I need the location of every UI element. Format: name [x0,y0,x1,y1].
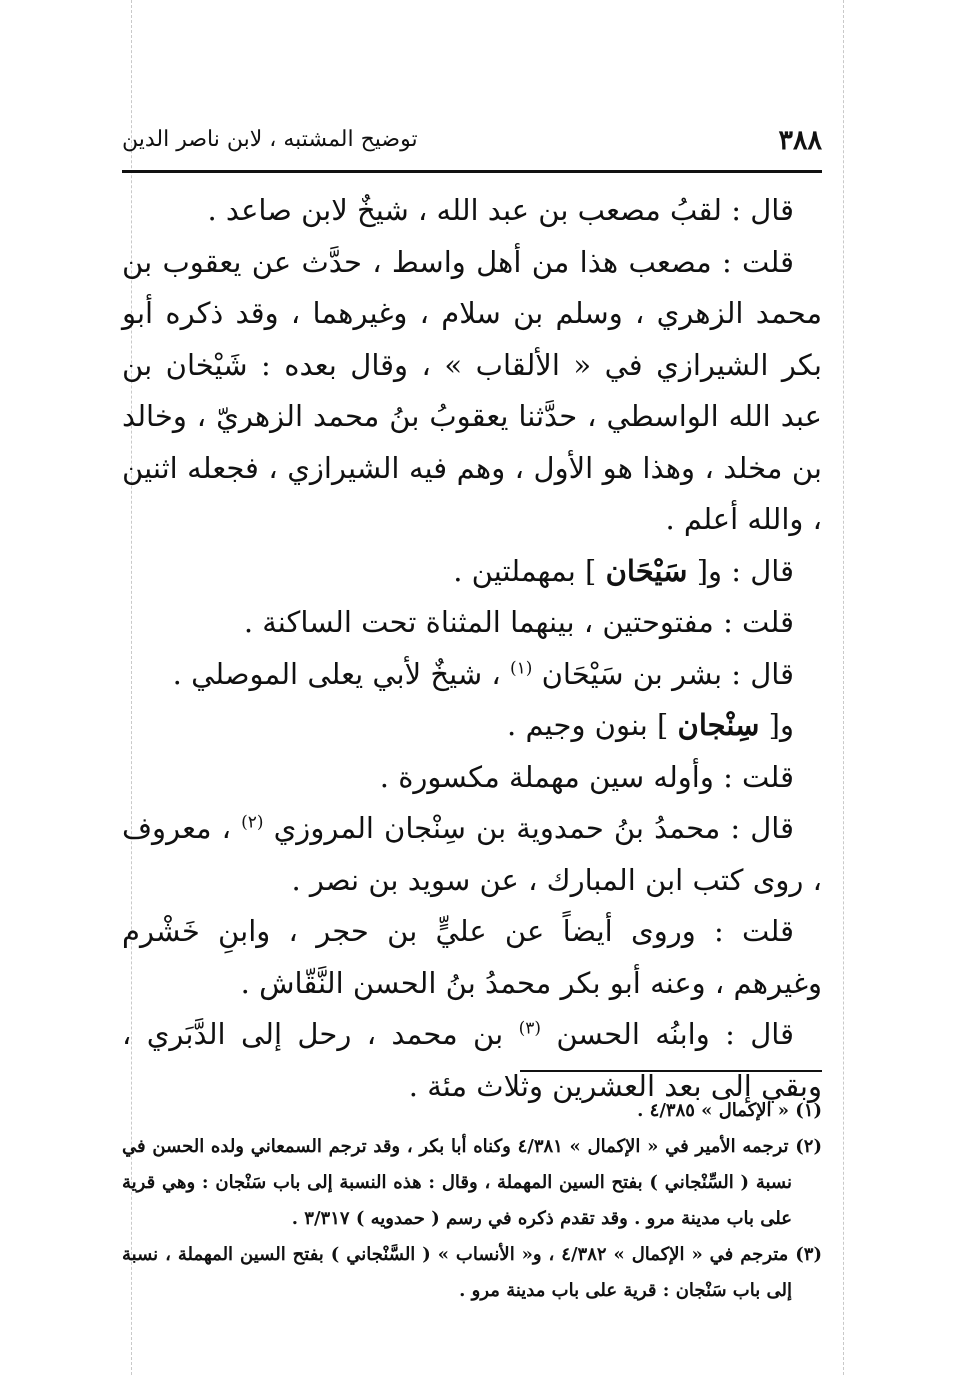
paragraph [122,700,822,752]
paragraph: قلت : مصعب هذا من أهل واسط ، حدَّث عن يعقوب بن محمد الزهري ، وسلم بن سلام ، وغيرهما ، وقد ذكره أبو بكر الشيرازي في « الألقاب » ، وقال بعده : شَيْخان بن عبد الله الواسطي ، حدَّثنا يعقوبُ بنُ محمد الزهريّ ، وخالد بن مخلد ، وهذا هو الأول ، وهم فيه الشيرازي ، فجعله اثنين ، والله أعلم . [122,244,822,536]
page-header [122,115,822,175]
footnote-ref: (١) [509,657,533,678]
header-rule [122,170,822,173]
footnotes [122,1093,822,1309]
text-run: ] بمهملتين . [453,553,597,588]
paragraph: قلت : وأوله سين مهملة مكسورة . [379,759,794,794]
text-run: قال : بشر بن سَيْحَان [541,656,794,691]
paragraph [122,546,822,598]
footnote: (٢) ترجمه الأمير في « الإكمال » ٤/٣٨١ وكناه أبا بكر ، وقد ترجم السمعاني ولده الحسن في نسبة ( السِّنْجاني ) بفتح السين المهملة ، وقال : هذه النسبة إلى باب سَنْجان : وهي قرية على باب مدينة مرو . وقد تقدم ذكره في رسم ( حمدويه ) ٣/٣١٧ . [122,1136,822,1229]
text-run: قال : وابنُه الحسن [556,1017,795,1051]
text-run: ، شيخٌ لأبي يعلى الموصلي . [172,656,501,691]
text-run: بن محمد ، رحل إلى الدَّبَري ، وبقي إلى بعد العشرين وثلاث مئة . [122,1017,822,1103]
text-run: قال : محمدُ بنُ حمدوية بن سِنْجان المروزي [273,811,795,845]
text-run: و[ [768,708,794,742]
running-title: توضيح المشتبه ، لابن ناصر الدين [122,127,418,152]
footnote-ref: (٢) [241,812,264,833]
footnote-rule [520,1070,822,1072]
paragraph [122,803,822,906]
text-run: ، معروف ، روى كتب ابن المبارك ، عن سويد بن نصر . [122,811,822,897]
scan-guide-line [843,0,844,1375]
entry-keyword: سِنْجان [677,708,760,742]
paragraph: قلت : مفتوحتين ، بينهما المثناة تحت الساكنة . [243,605,794,639]
paragraph: قلت : وروى أيضاً عن عليٍّ بن حجر ، وابنِ خَشْرم وغيرهم ، وعنه أبو بكر محمدُ بنُ الحسن النَّقّاش . [122,914,822,1000]
page-number: ٣٨٨ [778,125,822,156]
text-run: ] بنون وجيم . [507,708,669,742]
entry-keyword: سَيْحَان [605,553,688,588]
footnote: (٣) مترجم في « الإكمال » ٤/٣٨٢ ، و« الأنساب » ( السَّنْجاني ) بفتح السين المهملة ، نسبة إلى باب سَنْجان : قرية على باب مدينة مرو . [122,1244,822,1301]
footnote: (١) « الإكمال » ٤/٣٨٥ . [637,1100,822,1121]
paragraph [122,649,822,701]
text-run: قال : و[ [696,553,794,588]
main-text [122,185,822,1112]
paragraph: قال : لقبُ مصعب بن عبد الله ، شيخٌ لابن صاعد . [207,193,794,227]
footnote-ref: (٣) [518,1018,541,1039]
